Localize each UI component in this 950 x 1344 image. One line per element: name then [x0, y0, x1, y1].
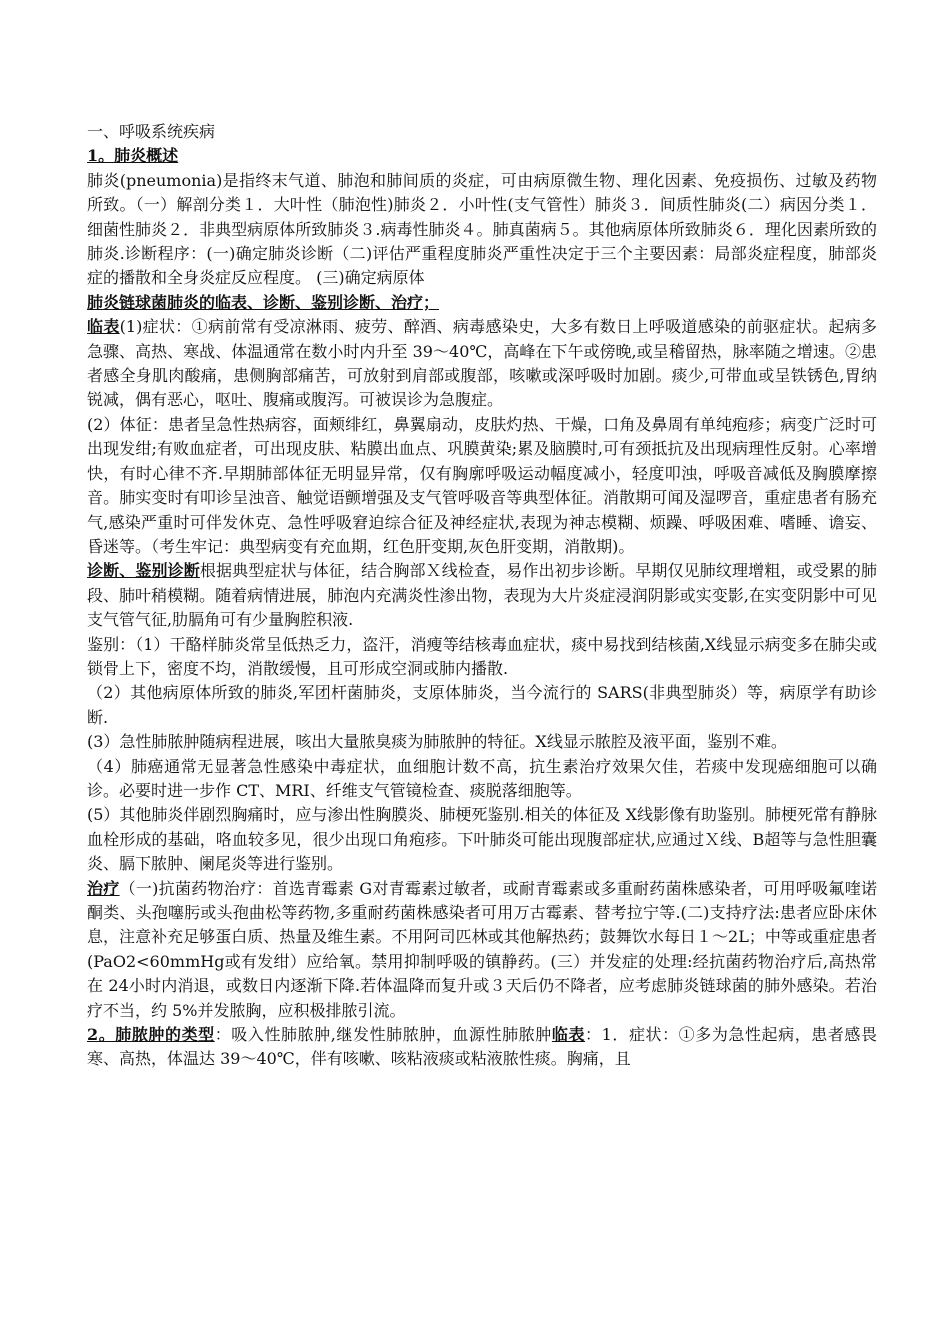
text-clinical: (1)症状：①病前常有受凉淋雨、疲劳、醉酒、病毒感染史，大多有数日上呼吸道感染的前驱症状。起病多急骤、高热、寒战、体温通常在数小时内升至 39～40℃，高峰在下午或傍晚,或呈稽留热，脉率随之增速。②患者感全身肌肉酸痛，患侧胸部痛苦，可放射到肩部或腹部，咳嗽或深呼吸时加剧。痰少,可带血或呈铁锈色,胃纳锐减，偶有恶心，呕吐、腹痛或腹泻。可被误诊为急腹症。	[87, 317, 877, 410]
label-abscess-clinical: 临表	[551, 1025, 586, 1045]
text-diagnosis: 根据典型症状与体征，结合胸部Ｘ线检查，易作出初步诊断。早期仅见肺纹理增粗，或受累的肺段、肺叶稍模糊。随着病情进展，肺泡内充满炎性渗出物，表现为大片炎症浸润阴影或实变影,在实变阴影中可见支气管气征,肋膈角可有少量胸腔积液.	[87, 561, 877, 630]
paragraph-differential-3: (3）急性肺脓肿随病程进展，咳出大量脓臭痰为肺脓肿的特征。X线显示脓腔及液平面，鉴别不难。	[87, 732, 787, 752]
text-abscess-clinical: ：1．症状：①多为急性起病，患者感畏寒、高热，体温达 39～40℃，伴有咳嗽、咳粘液痰或粘液脓性痰。胸痛，且	[87, 1025, 877, 1069]
paragraph-clinical	[87, 315, 877, 413]
label-clinical: 临表	[87, 317, 120, 337]
label-abscess-types: 2。肺脓肿的类型	[87, 1025, 215, 1045]
paragraph-differential-5: (5）其他肺炎伴剧烈胸痛时，应与渗出性胸膜炎、肺梗死鉴别.相关的体征及 X线影像有助鉴别。肺梗死常有静脉血栓形成的基础，咯血较多见，很少出现口角疱疹。下叶肺炎可能出现腹部症状,应通过Ｘ线、B超等与急性胆囊炎、膈下脓肿、阑尾炎等进行鉴别。	[87, 805, 877, 874]
paragraph-lung-abscess	[87, 1023, 877, 1072]
paragraph-treatment	[87, 877, 877, 1023]
label-treatment: 治疗	[87, 878, 120, 898]
paragraph-overview: 肺炎(pneumonia)是指终末气道、肺泡和肺间质的炎症，可由病原微生物、理化因素、免疫损伤、过敏及药物所致。（一）解剖分类１．大叶性（肺泡性)肺炎２．小叶性(支气管性）肺炎３．间质性肺炎(二）病因分类１．细菌性肺炎２．非典型病原体所致肺炎３.病毒性肺炎４。肺真菌病５。其他病原体所致肺炎６．理化因素所致的肺炎.诊断程序：(一)确定肺炎诊断（二)评估严重程度肺炎严重性决定于三个主要因素：局部炎症程度，肺部炎症的播散和全身炎症反应程度。 (三)确定病原体	[87, 170, 877, 288]
heading-pneumonia-overview: 1。肺炎概述	[87, 146, 179, 166]
paragraph-diagnosis	[87, 559, 877, 632]
label-diagnosis: 诊断、鉴别诊断	[87, 561, 200, 581]
heading-pneumococcal-pneumonia: 肺炎链球菌肺炎的临表、诊断、鉴别诊断、治疗；	[87, 292, 440, 312]
paragraph-differential-1: 鉴别：（1）干酪样肺炎常呈低热乏力，盗汗，消瘦等结核毒血症状，痰中易找到结核菌,X线显示病变多在肺尖或锁骨上下，密度不均，消散缓慢，且可形成空洞或肺内播散.	[87, 634, 877, 678]
paragraph-differential-2: （2）其他病原体所致的肺炎,军团杆菌肺炎，支原体肺炎，当今流行的 SARS(非典型肺炎）等，病原学有助诊断.	[87, 683, 877, 727]
text-treatment: （一)抗菌药物治疗：首选青霉素 G对青霉素过敏者，或耐青霉素或多重耐药菌株感染者，可用呼吸氟喹诺酮类、头孢噻肟或头孢曲松等药物,多重耐药菌株感染者可用万古霉素、替考拉宁等.(二)支持疗法:患者应卧床休息，注意补充足够蛋白质、热量及维生素。不用阿司匹林或其他解热药；鼓舞饮水每日１～2L；中等或重症患者(PaO2<60mmHg或有发绀）应给氧。禁用抑制呼吸的镇静药。(三）并发症的处理:经抗菌药物治疗后,高热常在 24小时内消退，或数日内逐渐下降.若体温降而复升或３天后仍不降者，应考虑肺炎链球菌的肺外感染。若治疗不当，约 5%并发脓胸，应积极排脓引流。	[87, 878, 877, 1020]
section-title: 一、呼吸系统疾病	[87, 122, 216, 141]
paragraph-differential-4: （4）肺癌通常无显著急性感染中毒症状，血细胞计数不高，抗生素治疗效果欠佳，若痰中发现癌细胞可以确诊。必要时进一步作 CT、MRI、纤维支气管镜检查、痰脱落细胞等。	[87, 756, 877, 800]
text-abscess-types: ：吸入性肺脓肿,继发性肺脓肿，血源性肺脓肿	[214, 1025, 552, 1045]
document-page	[87, 120, 877, 1072]
paragraph-signs: (2）体征：患者呈急性热病容，面颊绯红，鼻翼扇动，皮肤灼热、干燥，口角及鼻周有单纯疱疹；病变广泛时可出现发绀;有败血症者，可出现皮肤、粘膜出血点、巩膜黄染;累及脑膜时,可有颈抵抗及出现病理性反射。心率增快，有时心律不齐.早期肺部体征无明显异常，仅有胸廓呼吸运动幅度减小，轻度叩浊，呼吸音减低及胸膜摩擦音。肺实变时有叩诊呈浊音、触觉语颤增强及支气管呼吸音等典型体征。消散期可闻及湿啰音，重症患者有肠充气,感染严重时可伴发休克、急性呼吸窘迫综合征及神经症状,表现为神志模糊、烦躁、呼吸困难、嗜睡、谵妄、昏迷等。（考生牢记：典型病变有充血期，红色肝变期,灰色肝变期，消散期)。	[87, 414, 877, 556]
